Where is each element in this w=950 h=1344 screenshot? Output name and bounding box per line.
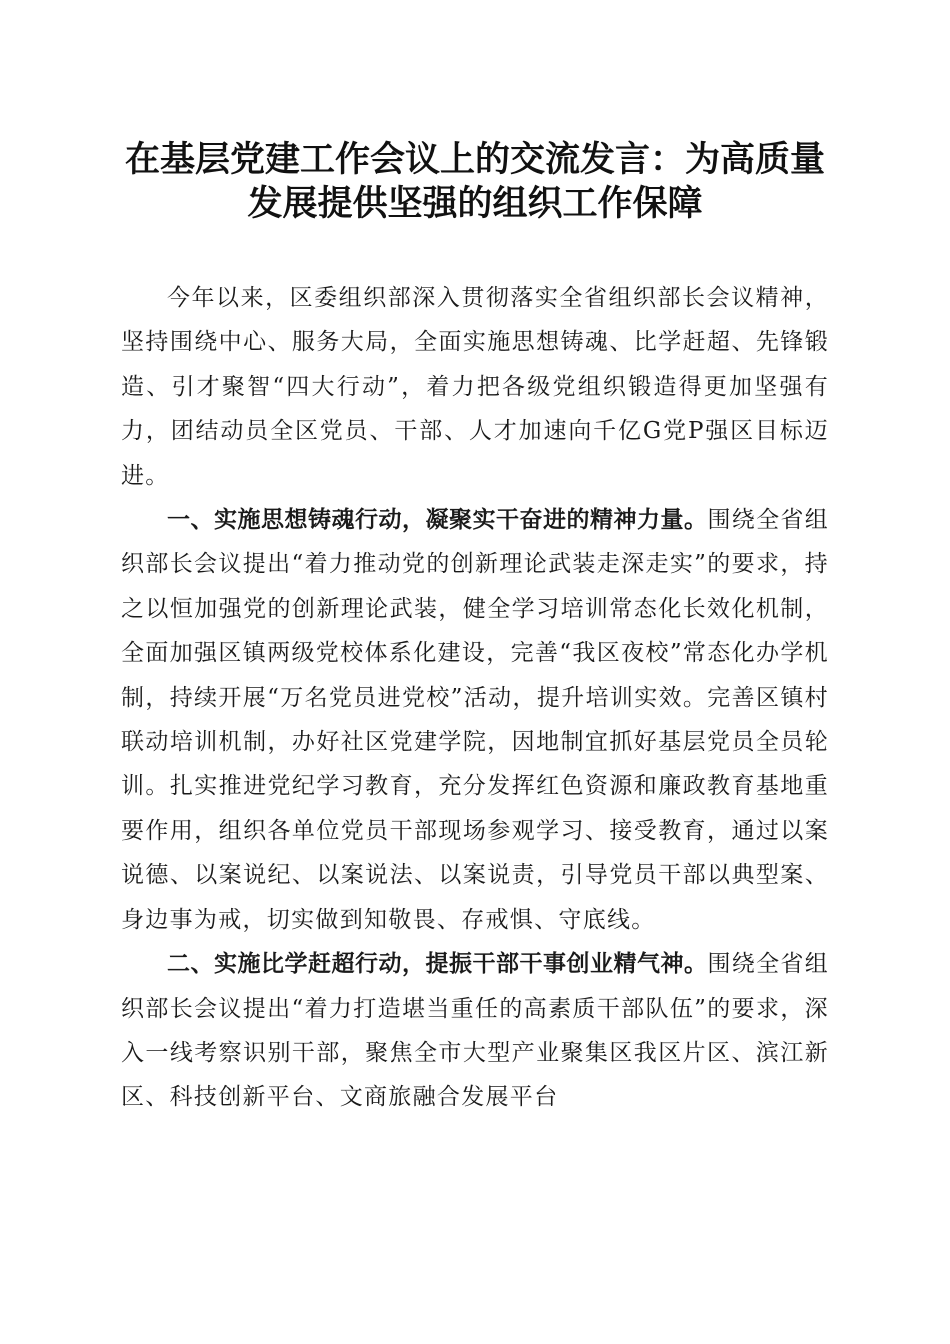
title-line-2: 发展提供坚强的组织工作保障 bbox=[247, 183, 703, 224]
section-2-paragraph bbox=[121, 942, 829, 1120]
section-1-heading: 一、实施思想铸魂行动，凝聚实干奋进的精神力量。 bbox=[167, 507, 708, 534]
section-1-text: 围绕全省组织部长会议提出“着力推动党的创新理论武装走深走实”的要求，持之以恒加强党的创新理论武装，健全学习培训常态化长效化机制，全面加强区镇两级党校体系化建设，完善“我区夜校”常态化办学机制，持续开展“万名党员进党校”活动，提升培训实效。完善区镇村联动培训机制，办好社区党建学院，因地制宜抓好基层党员全员轮训。扎实推进党纪学习教育，充分发挥红色资源和廉政教育基地重要作用，组织各单位党员干部现场参观学习、接受教育，通过以案说德、以案说纪、以案说法、以案说责，引导党员干部以典型案、身边事为戒，切实做到知敬畏、存戒惧、守底线。 bbox=[121, 507, 829, 933]
section-2-text: 围绕全省组织部长会议提出“着力打造堪当重任的高素质干部队伍”的要求，深入一线考察识别干部，聚焦全市大型产业聚集区我区片区、滨江新区、科技创新平台、文商旅融合发展平台 bbox=[121, 951, 829, 1111]
intro-paragraph: 今年以来，区委组织部深入贯彻落实全省组织部长会议精神，坚持围绕中心、服务大局，全面实施思想铸魂、比学赶超、先锋锻造、引才聚智“四大行动”，着力把各级党组织锻造得更加坚强有力，团结动员全区党员、干部、人才加速向千亿G党P强区目标迈进。 bbox=[121, 285, 829, 489]
document-body bbox=[121, 276, 829, 1120]
section-1-paragraph bbox=[121, 498, 829, 942]
document-title bbox=[100, 138, 850, 226]
title-line-1: 在基层党建工作会议上的交流发言：为高质量 bbox=[124, 139, 825, 180]
section-2-heading: 二、实施比学赶超行动，提振干部干事创业精气神。 bbox=[167, 951, 708, 978]
